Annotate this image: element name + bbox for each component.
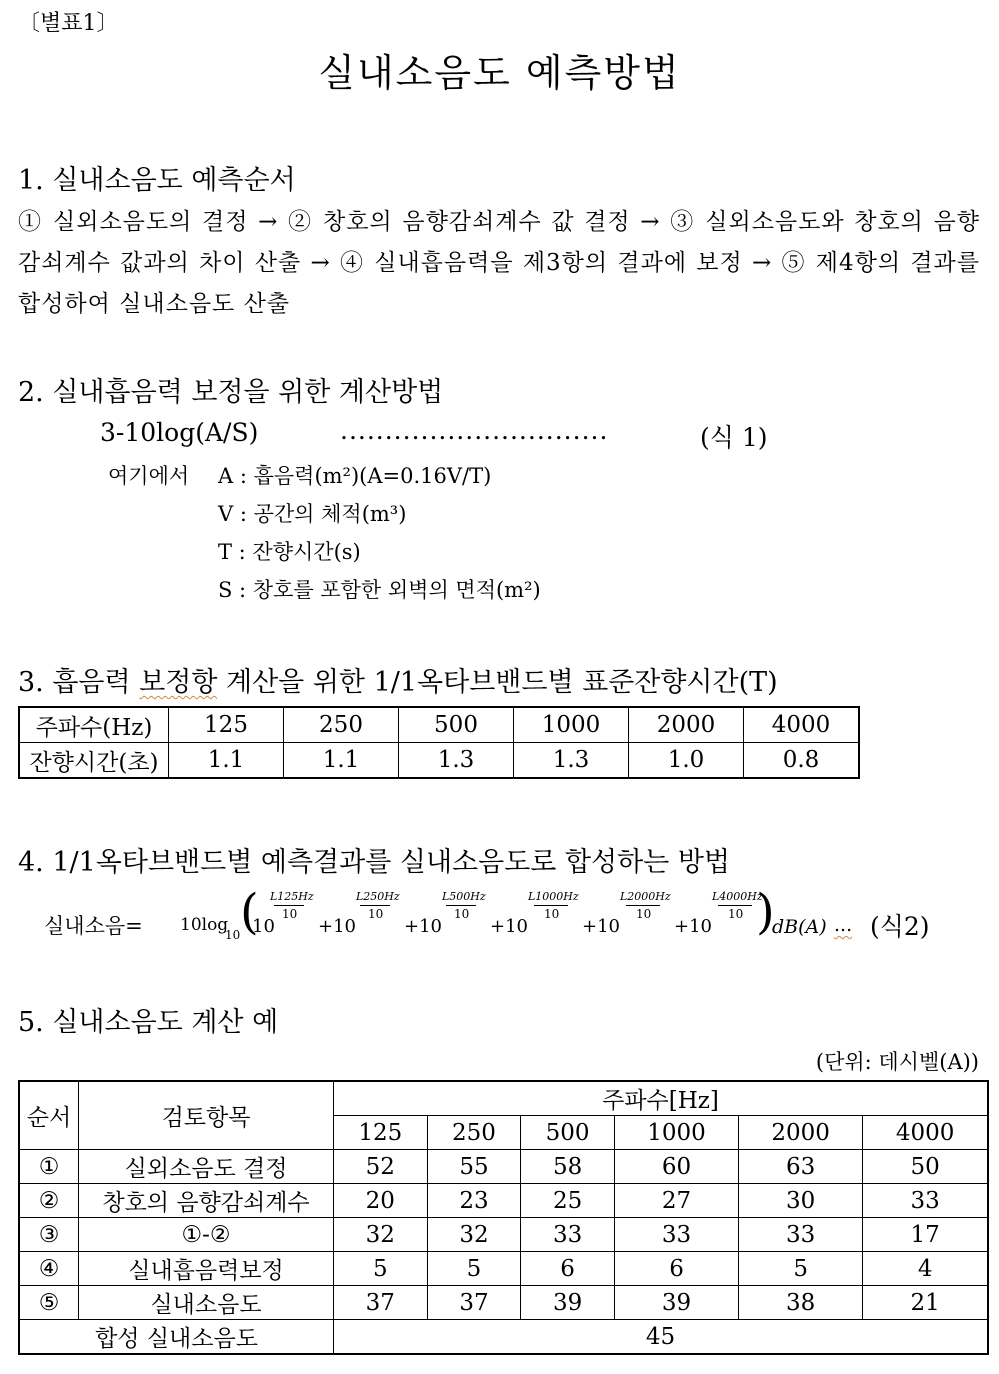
- formula-2-term: +10: [318, 916, 356, 937]
- formula-2-exp: L250Hz: [356, 890, 400, 903]
- table-cell: 63: [739, 1150, 863, 1184]
- formula-2-term: +10: [582, 916, 620, 937]
- section-3-heading-c: 계산을 위한 1/1옥타브밴드별 표준잔향시간(T): [217, 667, 778, 698]
- fraction-bar: [534, 905, 568, 906]
- table-cell: 37: [427, 1286, 521, 1320]
- formula-2-exp: L2000Hz: [620, 890, 671, 903]
- formula-2-exp: L1000Hz: [528, 890, 579, 903]
- table-cell: 실외소음도 결정: [79, 1150, 334, 1184]
- header-frequency: 주파수[Hz]: [334, 1081, 989, 1116]
- def-s: S : 창호를 포함한 외벽의 면적(m²): [218, 578, 541, 602]
- formula-2-paren-open: (: [240, 884, 259, 940]
- table-cell: 37: [334, 1286, 428, 1320]
- formula-2-den: 10: [282, 907, 298, 921]
- table-cell: 60: [614, 1150, 738, 1184]
- defs-intro: 여기에서: [108, 464, 190, 488]
- header-item: 검토항목: [79, 1081, 334, 1150]
- formula-1-label: (식 1): [700, 423, 768, 452]
- table-cell: 17: [863, 1218, 988, 1252]
- table-cell: 1.1: [284, 743, 399, 779]
- reverberation-table: [18, 706, 860, 779]
- table-cell: 50: [863, 1150, 988, 1184]
- table-cell: 30: [739, 1184, 863, 1218]
- formula-2-den: 10: [728, 907, 744, 921]
- table-row: [19, 1150, 988, 1184]
- table-cell: 6: [521, 1252, 615, 1286]
- freq-cell: 2000: [739, 1116, 863, 1150]
- table-row: [19, 743, 859, 779]
- fraction-bar: [446, 905, 476, 906]
- table-row: [19, 1286, 988, 1320]
- table-cell: 33: [614, 1218, 738, 1252]
- unit-note: (단위: 데시벨(A)): [815, 1050, 979, 1074]
- table-cell: 21: [863, 1286, 988, 1320]
- formula-2-den: 10: [636, 907, 652, 921]
- table-cell: 5: [427, 1252, 521, 1286]
- table-cell: 33: [521, 1218, 615, 1252]
- table-row: [19, 1218, 988, 1252]
- formula-2-exp: L125Hz: [270, 890, 314, 903]
- section-5-heading: 5. 실내소음도 계산 예: [18, 1007, 279, 1038]
- table-row: [19, 1320, 988, 1355]
- freq-cell: 1000: [614, 1116, 738, 1150]
- section-3-heading-a: 3. 흡음력: [18, 667, 140, 698]
- formula-2-dots: ...: [834, 914, 853, 936]
- fraction-bar: [718, 905, 752, 906]
- formula-2-exp: L500Hz: [442, 890, 486, 903]
- table-cell: 250: [284, 707, 399, 743]
- annex-tag: 〔별표1〕: [18, 11, 119, 36]
- table-cell: 1.1: [169, 743, 284, 779]
- section-2-heading: 2. 실내흡음력 보정을 위한 계산방법: [18, 377, 444, 408]
- table-cell: 1.0: [629, 743, 744, 779]
- table-cell: ①-②: [79, 1218, 334, 1252]
- table-cell: 실내소음도: [79, 1286, 334, 1320]
- table-row: [19, 1184, 988, 1218]
- table-cell: 1.3: [514, 743, 629, 779]
- section-3-heading: [18, 660, 778, 699]
- total-label: 합성 실내소음도: [19, 1320, 334, 1355]
- table-cell: 55: [427, 1150, 521, 1184]
- table-cell: 1.3: [399, 743, 514, 779]
- table-cell: ①: [19, 1150, 79, 1184]
- table-cell: 창호의 음향감쇠계수: [79, 1184, 334, 1218]
- calculation-table: [18, 1080, 989, 1355]
- table-cell: 주파수(Hz): [19, 707, 169, 743]
- formula-2-den: 10: [368, 907, 384, 921]
- def-v: V : 공간의 체적(m³): [218, 502, 407, 526]
- table-cell: 125: [169, 707, 284, 743]
- freq-cell: 4000: [863, 1116, 988, 1150]
- table-row: [19, 1081, 988, 1116]
- section-3-heading-b: 보정항: [139, 667, 218, 698]
- table-cell: 0.8: [744, 743, 860, 779]
- formula-2-term: +10: [490, 916, 528, 937]
- total-value: 45: [334, 1320, 989, 1355]
- table-cell: 33: [739, 1218, 863, 1252]
- table-cell: ③: [19, 1218, 79, 1252]
- formula-2-label: (식2): [870, 912, 930, 941]
- table-cell: 27: [614, 1184, 738, 1218]
- freq-cell: 500: [521, 1116, 615, 1150]
- table-cell: 32: [427, 1218, 521, 1252]
- table-cell: 5: [334, 1252, 428, 1286]
- formula-2: [44, 884, 944, 946]
- table-cell: 잔향시간(초): [19, 743, 169, 779]
- formula-2-exp: L4000Hz: [712, 890, 763, 903]
- table-cell: 58: [521, 1150, 615, 1184]
- def-a: A : 흡음력(m²)(A=0.16V/T): [218, 464, 492, 488]
- table-cell: 23: [427, 1184, 521, 1218]
- table-cell: 4: [863, 1252, 988, 1286]
- freq-cell: 125: [334, 1116, 428, 1150]
- formula-2-lhs: 실내소음=: [44, 914, 143, 938]
- table-cell: 2000: [629, 707, 744, 743]
- table-cell: 52: [334, 1150, 428, 1184]
- table-cell: 6: [614, 1252, 738, 1286]
- table-cell: 25: [521, 1184, 615, 1218]
- formula-2-term: +10: [674, 916, 712, 937]
- table-cell: 32: [334, 1218, 428, 1252]
- table-cell: 20: [334, 1184, 428, 1218]
- section-1-heading: 1. 실내소음도 예측순서: [18, 165, 296, 196]
- table-cell: 39: [614, 1286, 738, 1320]
- def-t: T : 잔향시간(s): [218, 540, 361, 564]
- table-cell: 39: [521, 1286, 615, 1320]
- section-1-text: ① 실외소음도의 결정 → ② 창호의 음향감쇠계수 값 결정 → ③ 실외소음도와 창호의 음향감쇠계수 값과의 차이 산출 → ④ 실내흡음력을 제3항의 결과에 보정 → ⑤ 제4항의 결과를 합성하여 실내소음도 산출: [18, 209, 980, 317]
- table-cell: ④: [19, 1252, 79, 1286]
- formula-2-log-base: 10: [225, 928, 241, 942]
- table-cell: 실내흡음력보정: [79, 1252, 334, 1286]
- table-row: [19, 707, 859, 743]
- fraction-bar: [274, 905, 304, 906]
- formula-2-term: 10: [252, 916, 275, 937]
- table-cell: 33: [863, 1184, 988, 1218]
- table-cell: ⑤: [19, 1286, 79, 1320]
- fraction-bar: [360, 905, 390, 906]
- formula-2-log: 10log: [180, 915, 229, 935]
- table-cell: 1000: [514, 707, 629, 743]
- table-cell: ②: [19, 1184, 79, 1218]
- formula-2-den: 10: [454, 907, 470, 921]
- formula-2-term: +10: [404, 916, 442, 937]
- formula-2-den: 10: [544, 907, 560, 921]
- table-row: [19, 1252, 988, 1286]
- fraction-bar: [626, 905, 660, 906]
- table-cell: 5: [739, 1252, 863, 1286]
- formula-1: 3-10log(A/S): [100, 418, 259, 447]
- header-order: 순서: [19, 1081, 79, 1150]
- formula-1-dots: ..............................: [340, 416, 609, 445]
- table-cell: 500: [399, 707, 514, 743]
- section-4-heading: 4. 1/1옥타브밴드별 예측결과를 실내소음도로 합성하는 방법: [18, 847, 731, 878]
- table-cell: 38: [739, 1286, 863, 1320]
- freq-cell: 250: [427, 1116, 521, 1150]
- formula-2-paren-close: ): [756, 884, 775, 940]
- page-title: 실내소음도 예측방법: [318, 51, 681, 95]
- table-cell: 4000: [744, 707, 860, 743]
- formula-2-unit: dB(A): [772, 916, 827, 938]
